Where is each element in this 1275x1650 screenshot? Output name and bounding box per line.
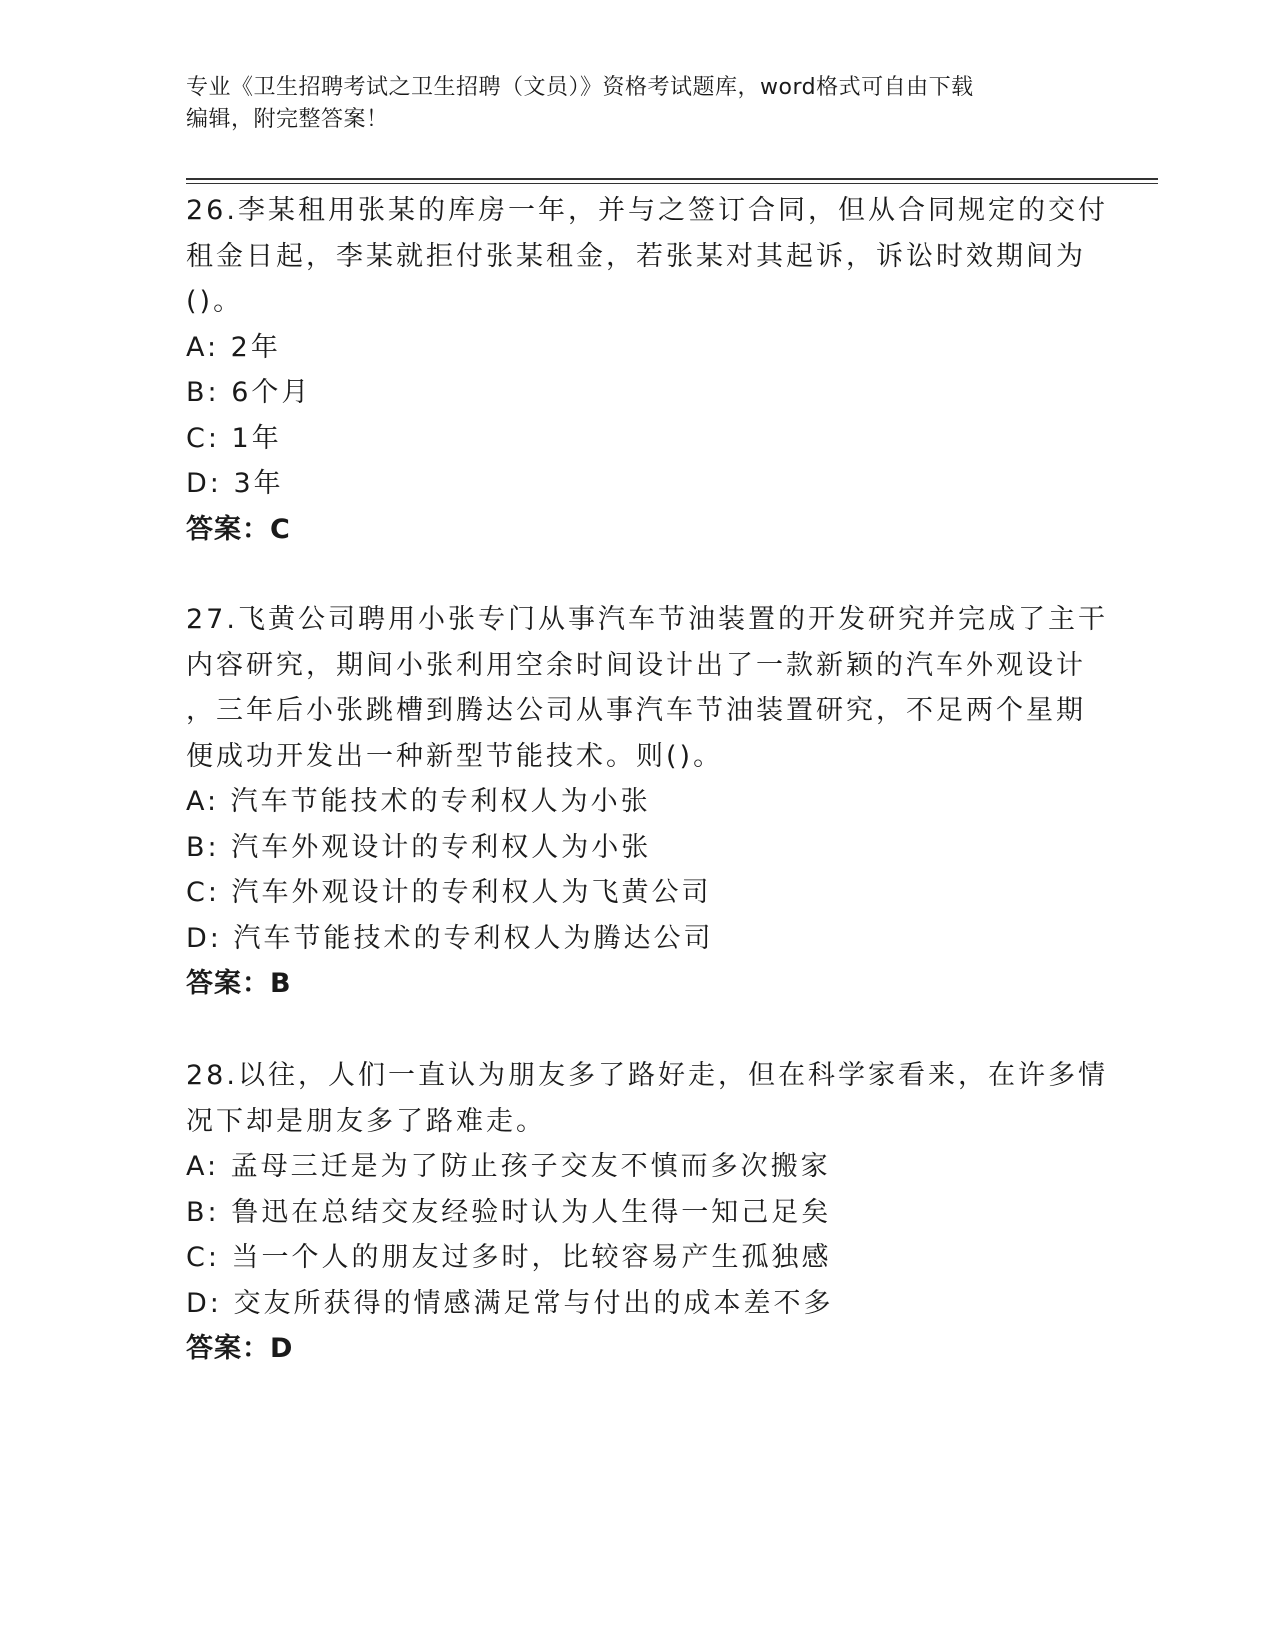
option-b: B: 6个月 — [186, 377, 312, 408]
option-d: D: 汽车节能技术的专利权人为腾达公司 — [186, 922, 714, 954]
question-27 — [186, 597, 1108, 1007]
question-stem-line: ()。 — [186, 286, 244, 317]
header-divider-thick — [186, 178, 1158, 180]
document-header — [186, 72, 1066, 136]
question-stem-line: 况下却是朋友多了路难走。 — [186, 1105, 546, 1137]
question-stem-line: ，三年后小张跳槽到腾达公司从事汽车节油装置研究，不足两个星期 — [186, 695, 1086, 726]
option-a: A: 汽车节能技术的专利权人为小张 — [186, 786, 651, 817]
option-a: A: 孟母三迁是为了防止孩子交友不慎而多次搬家 — [186, 1151, 831, 1182]
option-b: B: 鲁迅在总结交友经验时认为人生得一知己足矣 — [186, 1196, 832, 1228]
option-c: C: 1年 — [186, 422, 282, 454]
answer-label: 答案：C — [186, 513, 291, 545]
question-26 — [186, 188, 1108, 552]
question-stem-line: 便成功开发出一种新型节能技术。则()。 — [186, 740, 724, 772]
answer-label: 答案：D — [186, 1333, 294, 1364]
question-stem-line: 26.李某租用张某的库房一年，并与之签订合同，但从合同规定的交付 — [186, 195, 1108, 226]
option-c: C: 汽车外观设计的专利权人为飞黄公司 — [186, 877, 712, 908]
option-a: A: 2年 — [186, 331, 281, 363]
question-28 — [186, 1053, 1108, 1372]
option-b: B: 汽车外观设计的专利权人为小张 — [186, 831, 652, 863]
header-divider-thin — [186, 183, 1158, 184]
header-line-1: 专业《卫生招聘考试之卫生招聘（文员）》资格考试题库，word格式可自由下载 — [186, 75, 974, 100]
answer-label: 答案：B — [186, 968, 292, 999]
header-line-2: 编辑，附完整答案！ — [186, 107, 389, 132]
option-d: D: 交友所获得的情感满足常与付出的成本差不多 — [186, 1287, 834, 1319]
option-c: C: 当一个人的朋友过多时，比较容易产生孤独感 — [186, 1242, 832, 1273]
option-d: D: 3年 — [186, 468, 284, 499]
question-stem-line: 28.以往，人们一直认为朋友多了路好走，但在科学家看来，在许多情 — [186, 1060, 1108, 1091]
question-stem-line: 内容研究，期间小张利用空余时间设计出了一款新颖的汽车外观设计 — [186, 649, 1086, 681]
question-stem-line: 27.飞黄公司聘用小张专门从事汽车节油装置的开发研究并完成了主干 — [186, 604, 1108, 635]
question-stem-line: 租金日起，李某就拒付张某租金，若张某对其起诉，诉讼时效期间为 — [186, 240, 1086, 272]
